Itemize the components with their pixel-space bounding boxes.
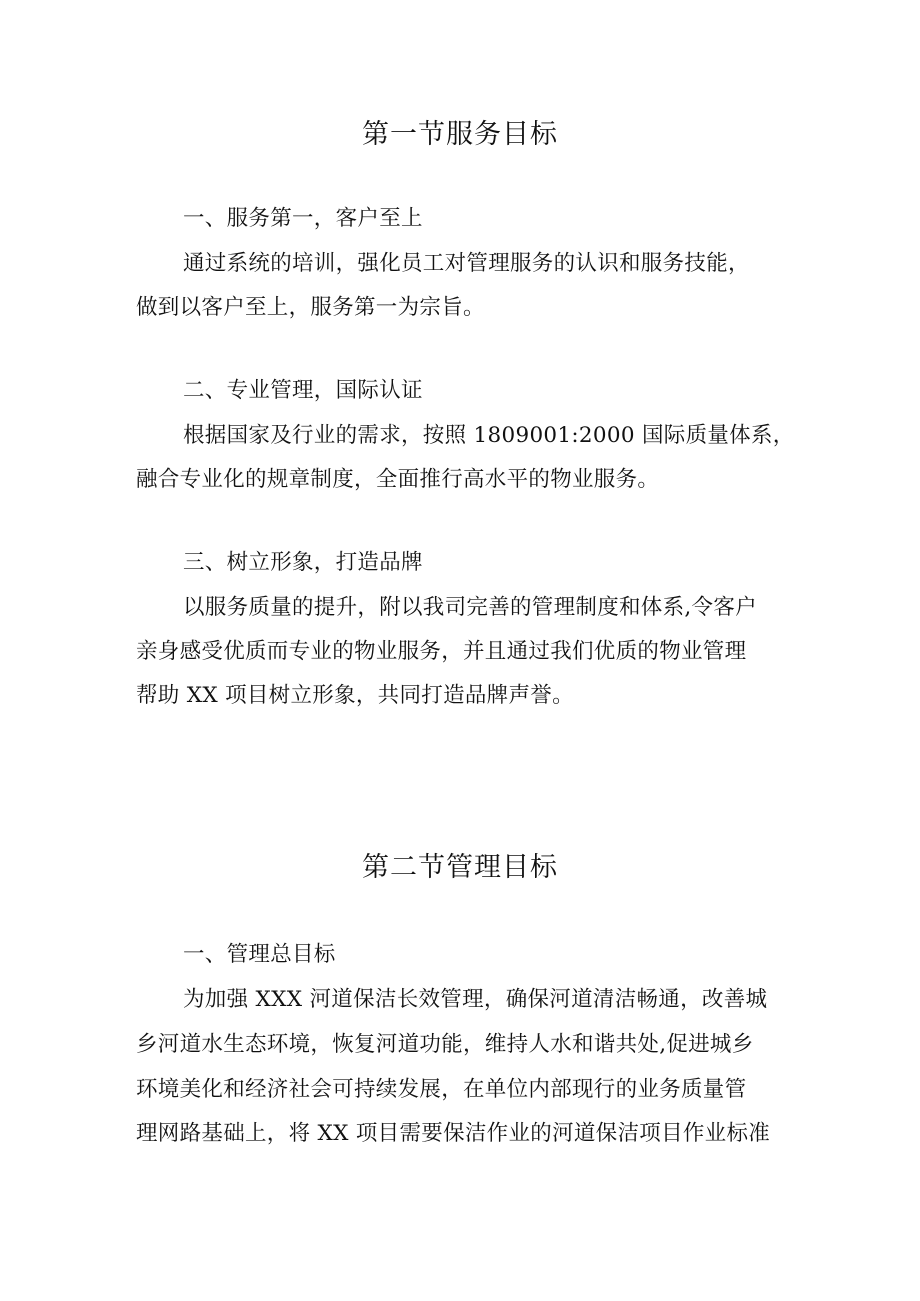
paragraph-line: 做到以客户至上，服务第一为宗旨。 [136,295,485,320]
paragraph-line: 乡河道水生态环境，恢复河道功能，维持人水和谐共处,促进城乡 [136,1032,754,1057]
subsection-heading-customer-first: 一、服务第一，客户至上 [183,206,423,231]
paragraph-line: 通过系统的培训，强化员工对管理服务的认识和服务技能， [183,251,750,276]
paragraph-line: 帮助 XX 项目树立形象，共同打造品牌声誉。 [136,683,574,708]
paragraph-line: 理网路基础上，将 XX 项目需要保洁作业的河道保洁项目作业标准 [136,1121,771,1146]
subsection-heading-professional-management: 二、专业管理，国际认证 [183,378,423,403]
paragraph-line: 环境美化和经济社会可持续发展，在单位内部现行的业务质量管 [136,1077,747,1102]
section-title-service-goals: 第一节服务目标 [362,119,558,150]
paragraph-line: 以服务质量的提升，附以我司完善的管理制度和体系,令客户 [183,595,757,620]
paragraph-line: 为加强 XXX 河道保洁长效管理，确保河道清洁畅通，改善城 [183,987,768,1012]
subsection-heading-brand-image: 三、树立形象，打造品牌 [183,550,423,575]
paragraph-line: 亲身感受优质而专业的物业服务，并且通过我们优质的物业管理 [136,639,747,664]
paragraph-line: 根据国家及行业的需求，按照 1809001:2000 国际质量体系， [183,423,795,448]
paragraph-line: 融合专业化的规章制度，全面推行高水平的物业服务。 [136,467,660,492]
subsection-heading-overall-goal: 一、管理总目标 [183,942,336,967]
section-title-management-goals: 第二节管理目标 [362,852,558,883]
